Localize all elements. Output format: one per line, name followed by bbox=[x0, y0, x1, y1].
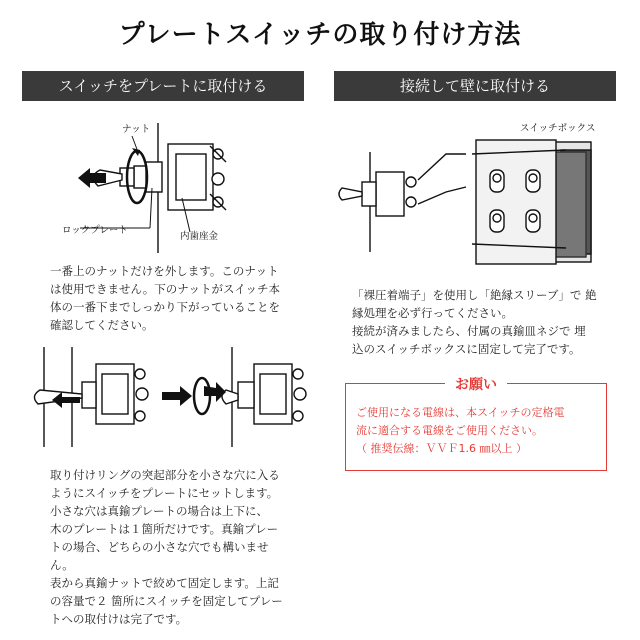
text-line: トへの取付けは完了です。 bbox=[50, 612, 188, 626]
notice-line: 流に適合する電線をご使用ください。 bbox=[356, 424, 543, 437]
notice-title-wrap bbox=[346, 374, 606, 394]
inner-washer-label: 内歯座金 bbox=[180, 231, 219, 242]
mounting-sequence-diagram bbox=[30, 342, 320, 452]
text-line: 一番上のナットだけを外します。このナット bbox=[50, 264, 279, 278]
notice-box bbox=[345, 377, 607, 471]
text-line: の容量で２ 箇所にスイッチを固定してプレー bbox=[50, 594, 283, 608]
text-line: ん。 bbox=[50, 558, 74, 572]
notice-line: ご使用になる電線は、本スイッチの定格電 bbox=[356, 406, 565, 419]
step2-text bbox=[50, 466, 310, 628]
notice-line: （ 推奨伝線：ＶＶＦ1.6 ㎜以上 ） bbox=[356, 442, 527, 455]
text-line: 表から真鍮ナットで絞めて固定します。上記 bbox=[50, 576, 279, 590]
switch-box-label: スイッチボックス bbox=[520, 123, 596, 134]
left-section-header: スイッチをプレートに取付ける bbox=[22, 71, 304, 101]
notice-title: お願い bbox=[445, 377, 507, 393]
step1-text bbox=[50, 262, 310, 334]
text-line: 縁処理を必ず行ってください。 bbox=[352, 306, 513, 320]
text-line: 木のプレートは１箇所だけです。真鍮プレー bbox=[50, 522, 279, 536]
text-line: は使用できません。下のナットがスイッチ本 bbox=[50, 282, 280, 296]
text-line: 込のスイッチボックスに固定して完了です。 bbox=[352, 342, 581, 356]
text-line: 「裸圧着端子」を使用し「絶縁スリーブ」で 絶 bbox=[352, 288, 597, 302]
connection-text bbox=[352, 286, 612, 358]
right-section-header: 接続して壁に取付ける bbox=[334, 71, 616, 101]
text-line: 確認してください。 bbox=[50, 318, 154, 332]
lock-plate-label: ロックプレート bbox=[62, 225, 128, 236]
text-line: 取り付けリングの突起部分を小さな穴に入る bbox=[50, 468, 280, 482]
page-title: プレートスイッチの取り付け方法 bbox=[118, 20, 522, 50]
text-line: ようにスイッチをプレートにセットします。 bbox=[50, 486, 279, 500]
text-line: トの場合、どちらの小さな穴でも構いませ bbox=[50, 540, 269, 554]
nut-label: ナット bbox=[122, 124, 151, 135]
text-line: 体の一番下までしっかり下がっていることを bbox=[50, 300, 280, 314]
switch-box-diagram bbox=[336, 132, 612, 272]
text-line: 小さな穴は真鍮プレートの場合は上下に、 bbox=[50, 504, 269, 518]
notice-body bbox=[356, 404, 600, 458]
text-line: 接続が済みましたら、付属の真鍮皿ネジで 埋 bbox=[352, 324, 586, 338]
